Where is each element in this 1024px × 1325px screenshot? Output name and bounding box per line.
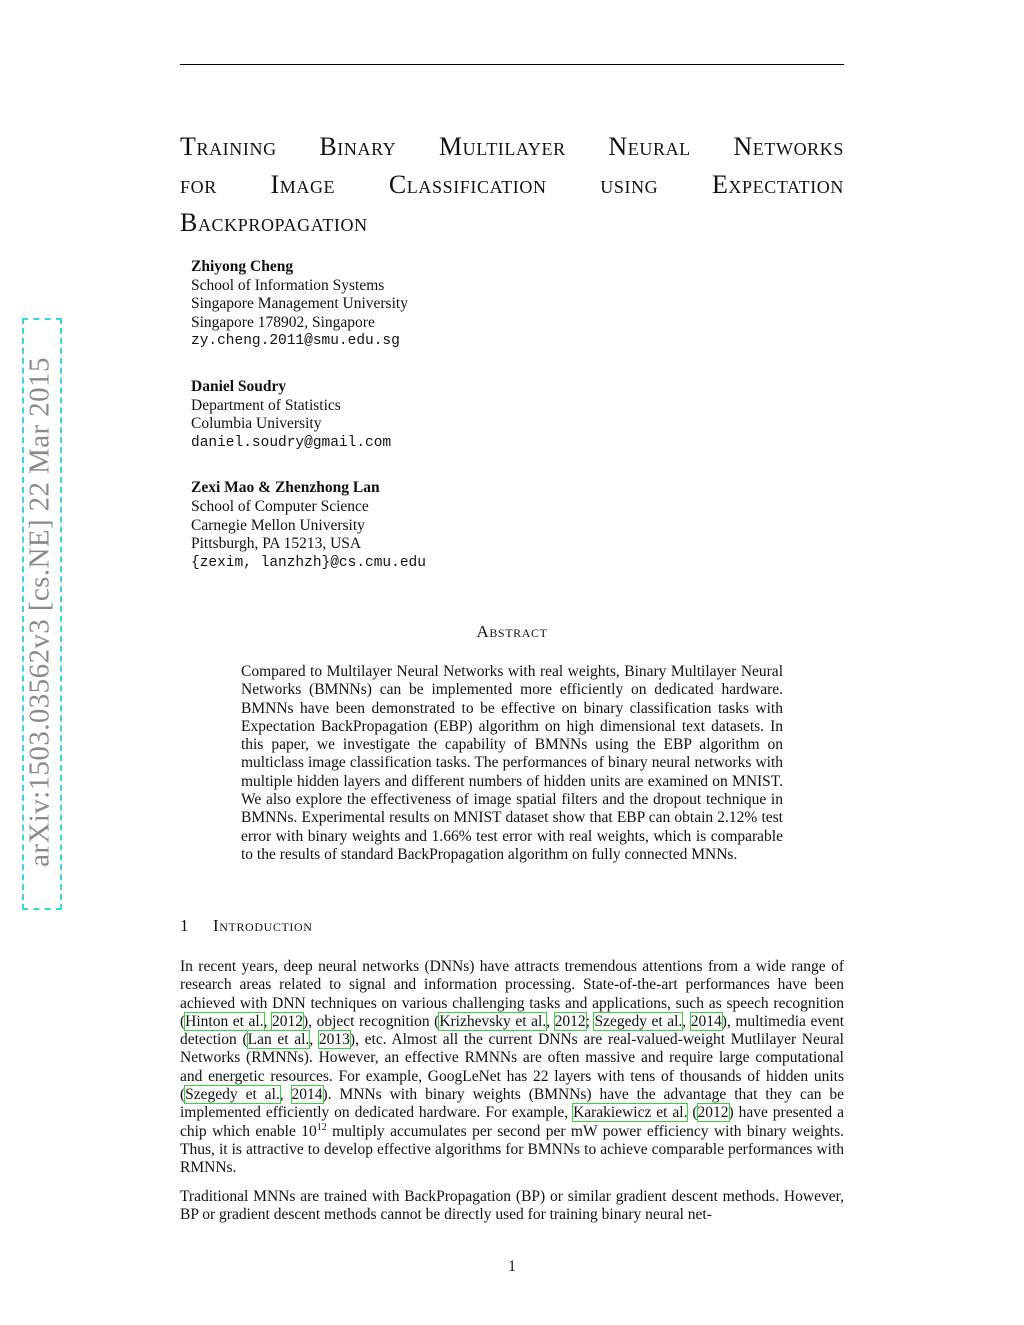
section-heading-introduction — [180, 916, 313, 936]
author-affiliation: Carnegie Mellon University — [191, 516, 365, 534]
introduction-paragraph-1 — [180, 958, 844, 1178]
paragraph-text: ), multimedia event detection ( — [180, 1012, 845, 1049]
title-line-2: for Image Classification using Expectation — [180, 170, 844, 199]
author-block — [191, 378, 591, 452]
citation-link[interactable]: Szegedy et al. — [594, 1012, 683, 1030]
paper-title — [180, 128, 844, 242]
paragraph-text: , — [279, 1086, 292, 1104]
paragraph-text: ; — [585, 1012, 595, 1030]
section-number: 1 — [180, 916, 190, 935]
author-block — [191, 479, 591, 572]
paragraph-text: ( — [687, 1104, 698, 1122]
author-name: Zhiyong Cheng — [191, 258, 294, 275]
author-email[interactable]: {zexim, lanzhzh}@cs.cmu.edu — [191, 554, 426, 571]
paragraph-text: , — [263, 1012, 273, 1030]
author-affiliation: Department of Statistics — [191, 396, 341, 414]
paragraph-text: ), object recognition ( — [303, 1012, 440, 1030]
paragraph-text: multiply accumulates per second per mW power efficiency with binary weights. Thus, it is attractive to develop effective algorithms for BMNNs to achieve comparable performances with RMNNs. — [180, 1122, 844, 1177]
paragraph-text: ). MNNs with binary weights (BMNNs) have the advantage that they can be implemented efficiently on dedicated hardware. For example, — [180, 1086, 845, 1122]
author-affiliation: Pittsburgh, PA 15213, USA — [191, 535, 362, 553]
author-affiliation: Columbia University — [191, 415, 322, 433]
paragraph-text: , — [682, 1012, 691, 1030]
arxiv-stamp[interactable] — [22, 318, 64, 912]
introduction-paragraph-2: Traditional MNNs are trained with BackPropagation (BP) or similar gradient descent methods. However, BP or gradient descent methods cannot be directly used for training binary neural net- — [180, 1188, 844, 1224]
page-number: 1 — [508, 1258, 516, 1275]
author-email[interactable]: daniel.soudry@gmail.com — [191, 434, 392, 451]
author-name: Daniel Soudry — [191, 377, 287, 395]
title-line-1: Training Binary Multilayer Neural Networks — [180, 132, 844, 161]
paragraph-text: ), etc. Almost all the current DNNs are real-valued-weight Mutlilayer Neural Networks (RMNNs). However, an effective RMNNs are often massive and require large computational and energetic resources. For example, GoogLeNet has 22 layers with tens of thousands of hidden units ( — [180, 1031, 844, 1104]
citation-link[interactable]: Lan et al. — [247, 1031, 310, 1049]
top-rule — [180, 64, 844, 65]
abstract-text: Compared to Multilayer Neural Networks with real weights, Binary Multilayer Neural Networks (BMNNs) can be implemented more efficiently on dedicated hardware. BMNNs have been demonstrated to be effective on binary classification tasks with Expectation BackPropagation (EBP) algorithm on high dimensional text datasets. In this paper, we investigate the capability of BMNNs using the EBP algorithm on multiclass image classification tasks. The performances of binary neural networks with multiple hidden layers and different numbers of hidden units are examined on MNIST. We also explore the effectiveness of image spatial filters and the dropout technique in BMNNs. Experimental results on MNIST dataset show that EBP can obtain 2.12% test error with binary weights and 1.66% test error with real weights, which is comparable to the results of standard BackPropagation algorithm on fully connected MNNs. — [241, 663, 783, 863]
author-email[interactable]: zy.cheng.2011@smu.edu.sg — [191, 333, 400, 350]
abstract-heading: Abstract — [476, 622, 548, 641]
citation-link[interactable]: 2013 — [318, 1031, 350, 1049]
title-line-3: Backpropagation — [180, 208, 368, 237]
author-affiliation: Singapore 178902, Singapore — [191, 313, 375, 331]
author-name: Zexi Mao & Zhenzhong Lan — [191, 479, 380, 497]
citation-link[interactable]: 2012 — [272, 1012, 304, 1030]
section-title: Introduction — [213, 916, 313, 935]
citation-link[interactable]: Karakiewicz et al. — [573, 1104, 688, 1122]
superscript-exponent: 12 — [316, 1121, 327, 1133]
citation-link[interactable]: 2012 — [554, 1012, 586, 1030]
arxiv-identifier[interactable]: arXiv:1503.03562v3 [cs.NE] 22 Mar 2015 — [23, 357, 56, 867]
author-affiliation: School of Computer Science — [191, 497, 369, 515]
citation-link[interactable]: Krizhevsky et al. — [439, 1012, 547, 1030]
paragraph-text: ) have presented a chip which enable 10 — [180, 1104, 844, 1140]
paragraph-text: , — [309, 1031, 319, 1049]
citation-link[interactable]: Hinton et al. — [185, 1012, 264, 1030]
paragraph-text: In recent years, deep neural networks (DNNs) have attracts tremendous attentions from a wide range of research areas related to signal and information processing. State-of-the-art performances have been achieved with DNN techniques on various challenging tasks and applications, such as speech recognition ( — [180, 958, 844, 1030]
citation-link[interactable]: 2014 — [291, 1086, 323, 1104]
citation-link[interactable]: Szegedy et al. — [185, 1086, 280, 1104]
author-block — [191, 258, 591, 351]
author-list — [191, 258, 591, 599]
citation-link[interactable]: 2014 — [690, 1012, 722, 1030]
paragraph-text: , — [546, 1012, 555, 1030]
author-affiliation: Singapore Management University — [191, 295, 408, 313]
author-affiliation: School of Information Systems — [191, 276, 385, 294]
citation-link[interactable]: 2012 — [697, 1104, 729, 1122]
